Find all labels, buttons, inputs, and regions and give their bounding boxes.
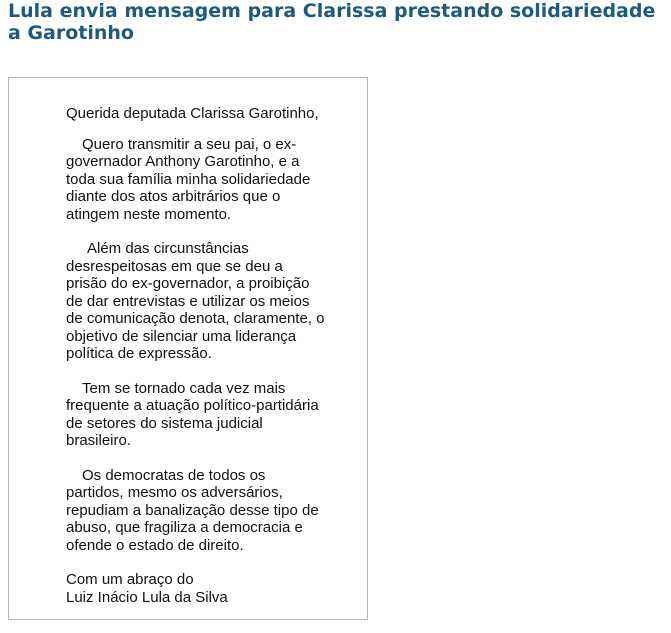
letter-body (66, 105, 348, 606)
letter-salutation: Querida deputada Clarissa Garotinho, (66, 105, 319, 122)
letter-closing: Com um abraço do (66, 571, 194, 588)
letter-line: de comunicação denota, claramente, o (66, 310, 325, 327)
letter-line: brasileiro. (66, 432, 132, 449)
letter-line: de setores do sistema judicial (66, 414, 263, 432)
letter-line: abuso, que fragiliza a democracia e (66, 519, 303, 536)
letter-line: diante dos atos arbitrários que o (66, 188, 281, 205)
letter-line: governador Anthony Garotinho, e a (66, 153, 300, 170)
letter-line: Além das circunstâncias (87, 240, 249, 257)
letter-paragraph-2 (66, 240, 348, 363)
letter-line: repudiam a banalização desse tipo de (66, 501, 319, 519)
letter-line: Quero transmitir a seu pai, o ex- (82, 135, 297, 153)
letter-line: política de expressão. (66, 345, 212, 362)
letter-line: desrespeitosas em que se deu a (66, 257, 283, 275)
letter-paragraph-3 (66, 380, 348, 450)
letter-line: ofende o estado de direito. (66, 536, 244, 554)
letter-line: partidos, mesmo os adversários, (66, 484, 283, 501)
letter-line: Tem se tornado cada vez mais (82, 379, 286, 397)
letter-line: Os democratas de todos os (82, 466, 266, 484)
article-title: Lula envia mensagem para Clarissa prestando solidariedade a Garotinho (8, 0, 656, 44)
letter-image (8, 77, 368, 620)
letter-line: de dar entrevistas e utilizar os meios (66, 292, 310, 310)
letter-line: objetivo de silenciar uma liderança (66, 327, 297, 345)
letter-line: toda sua família minha solidariedade (66, 170, 311, 188)
letter-line: prisão do ex-governador, a proibição (66, 275, 310, 292)
letter-line: atingem neste momento. (66, 205, 232, 223)
letter-line: frequente a atuação político-partidária (66, 397, 319, 414)
letter-closing-block (66, 571, 348, 606)
letter-signature: Luiz Inácio Lula da Silva (66, 588, 228, 606)
letter-paragraph-1 (66, 136, 348, 224)
letter-paragraph-4 (66, 467, 348, 555)
